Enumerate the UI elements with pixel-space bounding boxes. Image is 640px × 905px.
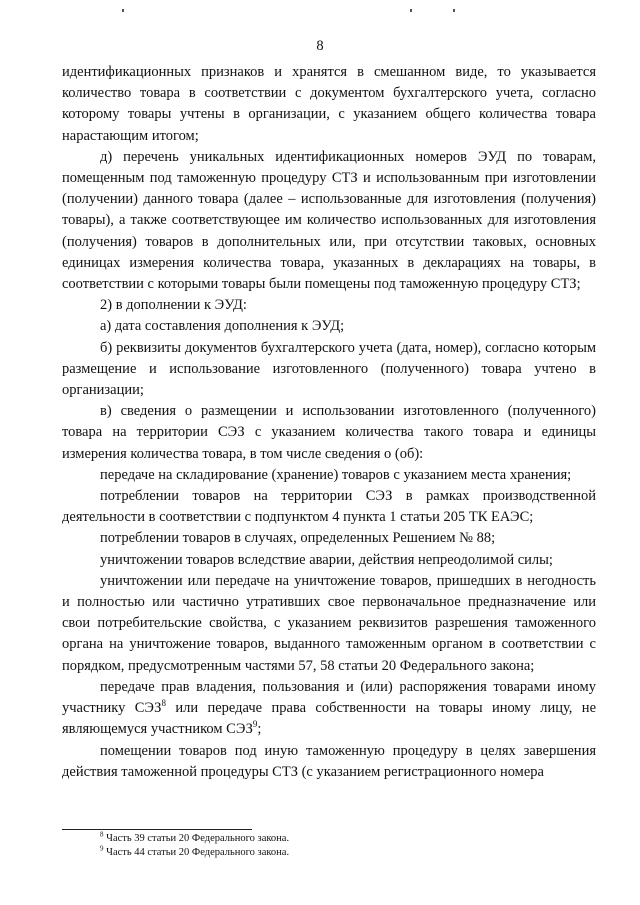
scan-mark: [410, 9, 412, 12]
footnote-text: Часть 44 статьи 20 Федерального закона.: [103, 846, 290, 858]
paragraph-text: ;: [257, 721, 262, 738]
paragraph: в) сведения о размещении и использовании изготовленного (полученного) товара на территории СЭЗ с указанием количества такого товара и единицы измерения количества товара, в том числе сведения о (об):: [62, 403, 596, 462]
paragraph: потреблении товаров на территории СЭЗ в рамках производственной деятельности в соответствии с подпунктом 4 пункта 1 статьи 205 ТК ЕАЭС;: [62, 488, 596, 526]
paragraph: д) перечень уникальных идентификационных номеров ЭУД по товарам, помещенным под таможенную процедуру СТЗ и использованным при изготовлении (получении) данного товара (далее – использованные для изготовления (получения) товары), а также соответствующее им количество использованных для изготовления (получения) товаров в дополнительных или, при отсутствии таковых, основных единицах измерения количества товара, указанных в декларациях на товары, в соответствии с которыми товары были помещены под таможенную процедуру СТЗ;: [62, 148, 596, 293]
paragraph: б) реквизиты документов бухгалтерского учета (дата, номер), согласно которым размещение и использование изготовленного (полученного) товара учтено в организации;: [62, 339, 596, 399]
paragraph-text: или передаче права собственности на товары иному лицу, не являющемуся участником СЭЗ: [62, 700, 597, 738]
footnote: [100, 832, 580, 846]
paragraph: [62, 677, 596, 741]
footnote-reference: 8: [161, 698, 166, 709]
paragraph: 2) в дополнении к ЭУД:: [100, 297, 247, 314]
scan-mark: [453, 9, 455, 12]
footnote-reference: 9: [252, 719, 258, 730]
page-number: 8: [316, 38, 324, 54]
paragraph: идентификационных признаков и хранятся в смешанном виде, то указывается количество товара в соответствии с документом бухгалтерского учета, согласно которому товары учтены в организации, с указанием общего количества товара нарастающим итогом;: [62, 64, 596, 144]
footnote-text: Часть 39 статьи 20 Федерального закона.: [103, 833, 290, 844]
document-body: [62, 62, 596, 783]
footnotes: [100, 832, 580, 859]
footnote-separator: [62, 829, 252, 830]
paragraph: потреблении товаров в случаях, определенных Решением № 88;: [100, 530, 496, 547]
paragraph: а) дата составления дополнения к ЭУД;: [100, 318, 345, 335]
footnote-mark: 9: [100, 844, 104, 852]
footnote: [100, 846, 580, 860]
paragraph: уничтожении товаров вследствие аварии, действия непреодолимой силы;: [100, 551, 553, 568]
paragraph: уничтожении или передаче на уничтожение товаров, пришедших в негодность и полностью или частично утративших свое первоначальное предназначение или свои потребительские свойства, с указанием реквизитов разрешения таможенного органа на уничтожение товаров, выданного таможенным органом в соответствии с порядком, предусмотренным частями 57, 58 статьи 20 Федерального закона;: [62, 572, 596, 674]
footnote-mark: 8: [100, 830, 104, 839]
paragraph: помещении товаров под иную таможенную процедуру в целях завершения действия таможенной процедуры СТЗ (с указанием регистрационного номера: [62, 742, 596, 780]
paragraph: передаче на складирование (хранение) товаров с указанием места хранения;: [100, 466, 572, 483]
scan-mark: [122, 9, 124, 12]
paragraph-text: передаче прав владения, пользования и (или) распоряжения товарами иному участнику СЭЗ: [62, 678, 596, 717]
